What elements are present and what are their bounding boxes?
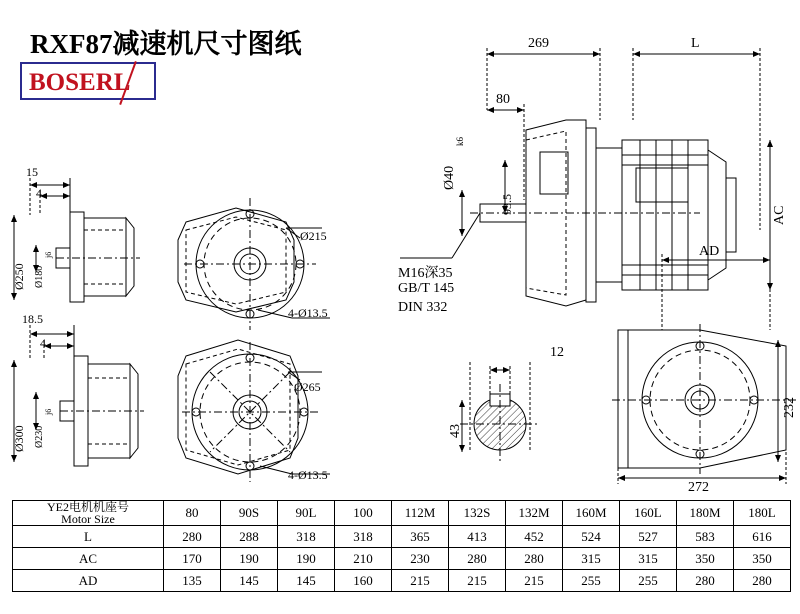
table-cell: 616: [734, 526, 791, 548]
dim-label-shaft-dia: Ø40: [442, 165, 457, 190]
dim-label-180-tol: j6: [44, 251, 53, 258]
table-cell: 452: [506, 526, 563, 548]
table-col-head: 132M: [506, 501, 563, 526]
table-col-head: 160M: [563, 501, 620, 526]
dim-label-4-bottom: 4: [40, 336, 46, 350]
dim-label-215: Ø215: [300, 229, 327, 243]
table-row: [13, 548, 791, 570]
table-cell: 215: [506, 570, 563, 592]
table-cell: 215: [392, 570, 449, 592]
table-header-label-cn: YE2电机机座号: [47, 500, 129, 514]
table-cell: 145: [278, 570, 335, 592]
dim-label-L: L: [691, 36, 700, 51]
dim-label-holes-2: 4-Ø13.5: [288, 468, 328, 482]
table-row: [13, 570, 791, 592]
dim-label-230-tol: j6: [44, 408, 53, 415]
dim-label-18-5: 18.5: [22, 312, 43, 326]
dim-label-43: 43: [448, 424, 463, 438]
dim-label-250: Ø250: [12, 263, 26, 290]
page-title: RXF87减速机尺寸图纸: [30, 29, 302, 59]
view-left-top-side: [14, 178, 140, 302]
table-cell: 280: [506, 548, 563, 570]
table-cell: 583: [677, 526, 734, 548]
table-cell: 190: [278, 548, 335, 570]
table-cell: 280: [734, 570, 791, 592]
dim-label-AD: AD: [699, 244, 720, 259]
table-cell: 215: [449, 570, 506, 592]
note-din332: DIN 332: [398, 300, 448, 315]
table-cell: 350: [734, 548, 791, 570]
table-cell: 160: [335, 570, 392, 592]
table-col-head: 90S: [221, 501, 278, 526]
table-header-row: [13, 501, 791, 526]
table-col-head: 90L: [278, 501, 335, 526]
dim-label-shaft-dia-tol: k6: [455, 137, 465, 146]
table-col-head: 180L: [734, 501, 791, 526]
table-cell: 350: [677, 548, 734, 570]
note-thread-m16: M16深35: [398, 266, 453, 281]
table-row-label: L: [13, 526, 164, 548]
dim-label-80: 80: [496, 92, 510, 107]
view-keyway-section: [460, 362, 540, 462]
table-cell: 288: [221, 526, 278, 548]
table-cell: 280: [449, 548, 506, 570]
table-header-label-en: Motor Size: [61, 512, 115, 526]
table-cell: 255: [620, 570, 677, 592]
dim-label-4-top: 4: [36, 186, 42, 200]
table-col-head: 132S: [449, 501, 506, 526]
dim-label-93-5: 93.5: [500, 194, 514, 215]
table-cell: 280: [164, 526, 221, 548]
table-cell: 315: [620, 548, 677, 570]
dim-label-180: Ø180: [34, 265, 45, 288]
table-col-head: 80: [164, 501, 221, 526]
dim-label-holes-1: 4-Ø13.5: [288, 306, 328, 320]
table-row-label: AC: [13, 548, 164, 570]
table-cell: 527: [620, 526, 677, 548]
table-cell: 524: [563, 526, 620, 548]
table-cell: 315: [563, 548, 620, 570]
table-cell: 230: [392, 548, 449, 570]
table-col-head: 160L: [620, 501, 677, 526]
dim-label-300: Ø300: [12, 425, 26, 452]
dim-label-230: Ø230: [34, 425, 45, 448]
dim-label-272: 272: [688, 480, 709, 495]
table-cell: 255: [563, 570, 620, 592]
table-col-head: 100: [335, 501, 392, 526]
table-row: [13, 526, 791, 548]
dim-label-AC: AC: [772, 205, 787, 225]
table-cell: 170: [164, 548, 221, 570]
table-cell: 135: [164, 570, 221, 592]
dim-label-269: 269: [528, 36, 549, 51]
table-row-label: AD: [13, 570, 164, 592]
table-cell: 210: [335, 548, 392, 570]
table-cell: 145: [221, 570, 278, 592]
table-cell: 365: [392, 526, 449, 548]
dim-label-232: 232: [782, 397, 797, 418]
motor-size-table: [12, 500, 791, 592]
table-cell: 318: [335, 526, 392, 548]
dim-label-15: 15: [26, 165, 38, 179]
dim-label-12: 12: [550, 345, 564, 360]
note-gbt145: GB/T 145: [398, 281, 455, 296]
table-cell: 190: [221, 548, 278, 570]
dim-label-265: Ø265: [294, 380, 321, 394]
table-cell: 280: [677, 570, 734, 592]
table-header-label: [13, 501, 164, 526]
table-cell: 413: [449, 526, 506, 548]
table-col-head: 180M: [677, 501, 734, 526]
table-col-head: 112M: [392, 501, 449, 526]
view-left-bottom-front: [178, 340, 330, 482]
brand-logo-text: BOSERL: [29, 69, 131, 96]
table-cell: 318: [278, 526, 335, 548]
